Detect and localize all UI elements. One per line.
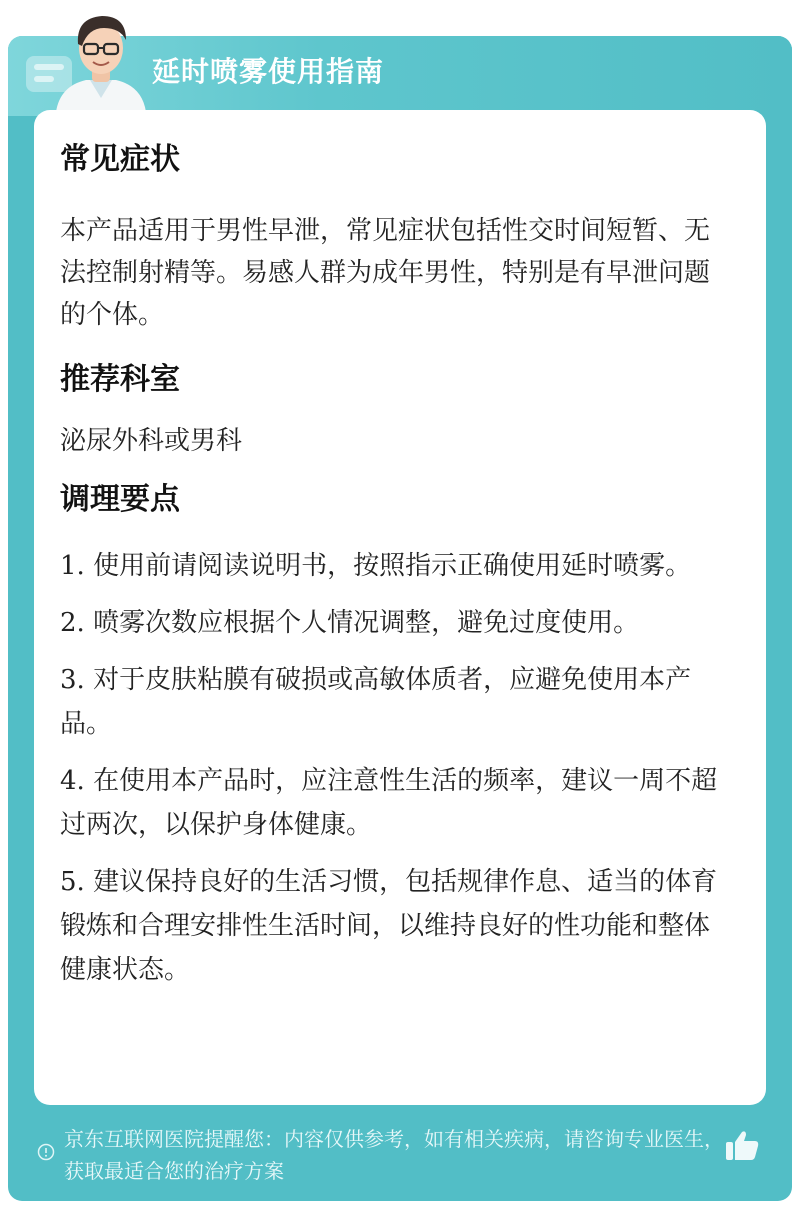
list-item: 5. 建议保持良好的生活习惯，包括规律作息、适当的体育锻炼和合理安排性生活时间，以维持良好的性功能和整体健康状态。 xyxy=(60,867,718,985)
section-title-symptoms: 常见症状 xyxy=(60,142,180,177)
info-icon xyxy=(37,1143,55,1161)
page-title: 延时喷雾使用指南 xyxy=(152,55,385,88)
list-item: 3. 对于皮肤粘膜有破损或高敏体质者，应避免使用本产品。 xyxy=(60,665,692,739)
symptoms-text: 本产品适用于男性早泄，常见症状包括性交时间短暂、无法控制射精等。易感人群为成年男性，特别是有早泄问题的个体。 xyxy=(60,216,711,330)
list-item: 4. 在使用本产品时，应注意性生活的频率，建议一周不超过两次，以保护身体健康。 xyxy=(60,766,718,840)
list-item: 2. 喷雾次数应根据个人情况调整，避免过度使用。 xyxy=(60,608,640,638)
section-title-care: 调理要点 xyxy=(60,482,180,517)
doctor-avatar-icon xyxy=(46,6,156,112)
department-text: 泌尿外科或男科 xyxy=(60,426,243,456)
thumbs-up-icon[interactable] xyxy=(724,1128,760,1164)
care-list xyxy=(60,544,730,992)
list-item: 1. 使用前请阅读说明书，按照指示正确使用延时喷雾。 xyxy=(60,551,692,581)
guide-content xyxy=(60,128,730,992)
section-title-department: 推荐科室 xyxy=(60,362,180,397)
disclaimer-text: 京东互联网医院提醒您：内容仅供参考，如有相关疾病，请咨询专业医生，获取最适合您的治疗方案 xyxy=(64,1127,724,1183)
